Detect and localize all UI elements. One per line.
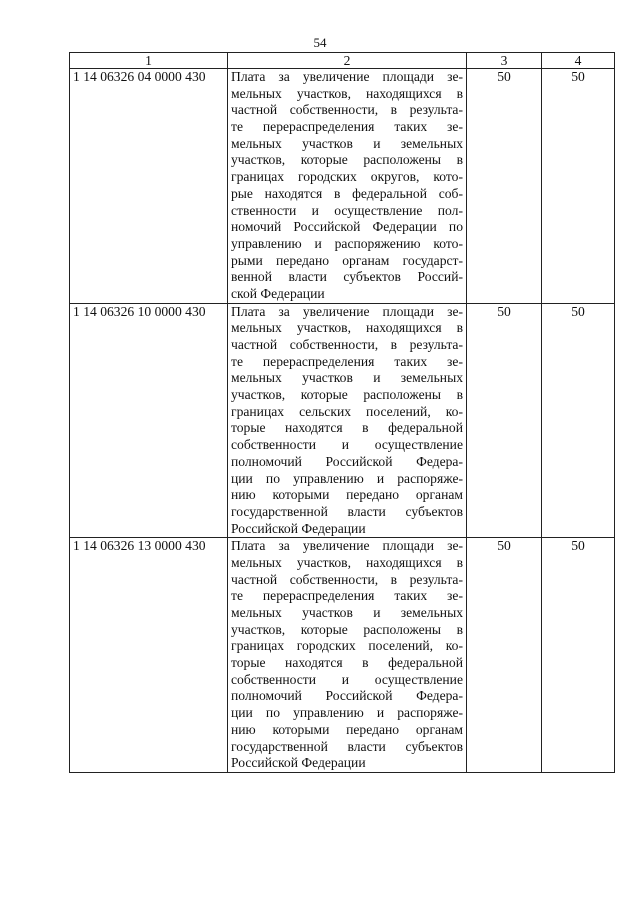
description-line: Плата за увеличение площади зе-	[231, 303, 463, 319]
description-line: мельных участков и земельных	[231, 370, 463, 386]
revenue-code-cell: 1 14 06326 04 0000 430	[70, 69, 228, 304]
description-line: те перераспределения таких зе-	[231, 353, 463, 369]
description-line: собственности и осуществление	[231, 671, 463, 687]
description-line: те перераспределения таких зе-	[231, 588, 463, 604]
table-body	[70, 69, 615, 773]
description-line: Российской Федерации	[231, 520, 366, 536]
description-line: мельных участков и земельных	[231, 605, 463, 620]
description-line: полномочий Российской Федера-	[231, 453, 463, 469]
column-3-value: 50	[467, 303, 542, 538]
description-line: государственной власти субъектов	[231, 503, 463, 519]
description-cell	[228, 303, 467, 538]
description-line: мельных участков, находящихся в	[231, 320, 463, 336]
column-header-4: 4	[542, 53, 615, 69]
column-header-3: 3	[467, 53, 542, 69]
description-line: управлению и распоряжению кото-	[231, 235, 463, 251]
description-cell	[228, 538, 467, 773]
revenue-code-cell: 1 14 06326 13 0000 430	[70, 538, 228, 773]
page-number: 54	[313, 35, 327, 50]
description-line: венной власти субъектов Россий-	[231, 269, 463, 285]
description-line: границах городских округов, кото-	[231, 169, 463, 185]
description-line: торые находятся в федеральной	[231, 655, 463, 671]
table-row	[70, 69, 615, 304]
table-row	[70, 303, 615, 538]
description-cell	[228, 69, 467, 304]
column-4-value: 50	[542, 303, 615, 538]
column-4-value: 50	[542, 538, 615, 773]
revenue-code-cell: 1 14 06326 10 0000 430	[70, 303, 228, 538]
description-line: Российской Федерации	[231, 755, 366, 771]
description-line: рыми передано органам государст-	[231, 252, 463, 268]
description-line: ции по управлению и распоряже-	[231, 705, 463, 721]
column-header-1: 1	[70, 53, 228, 69]
column-4-value: 50	[542, 69, 615, 304]
description-line: те перераспределения таких зе-	[231, 119, 463, 135]
description-line: участков, которые расположены в	[231, 152, 463, 168]
description-line: собственности и осуществление	[231, 437, 463, 453]
description-line: мельных участков и земельных	[231, 135, 463, 151]
description-line: нию которыми передано органам	[231, 721, 463, 737]
column-3-value: 50	[467, 538, 542, 773]
description-line: рые находятся в федеральной соб-	[231, 185, 463, 201]
table-row	[70, 538, 615, 773]
description-line: Плата за увеличение площади зе-	[231, 538, 463, 554]
description-line: полномочий Российской Федера-	[231, 688, 463, 704]
description-line: границах сельских поселений, ко-	[231, 403, 463, 419]
description-line: нию которыми передано органам	[231, 487, 463, 503]
description-line: мельных участков, находящихся в	[231, 85, 463, 101]
table-header-row	[70, 53, 615, 69]
description-line: торые находятся в федеральной	[231, 420, 463, 436]
description-line: частной собственности, в результа-	[231, 571, 463, 587]
description-line: участков, которые расположены в	[231, 387, 463, 403]
description-line: ственности и осуществление пол-	[231, 202, 463, 218]
description-line: частной собственности, в результа-	[231, 102, 463, 118]
column-header-2: 2	[228, 53, 467, 69]
description-line: мельных участков, находящихся в	[231, 554, 463, 570]
description-line: Плата за увеличение площади зе-	[231, 69, 463, 84]
description-line: номочий Российской Федерации по	[231, 219, 463, 235]
column-3-value: 50	[467, 69, 542, 304]
description-line: границах городских поселений, ко-	[231, 638, 463, 654]
description-line: ской Федерации	[231, 285, 325, 301]
description-line: частной собственности, в результа-	[231, 337, 463, 352]
description-line: государственной власти субъектов	[231, 738, 463, 754]
revenue-codes-table	[69, 52, 615, 773]
description-line: участков, которые расположены в	[231, 621, 463, 637]
description-line: ции по управлению и распоряже-	[231, 470, 463, 486]
